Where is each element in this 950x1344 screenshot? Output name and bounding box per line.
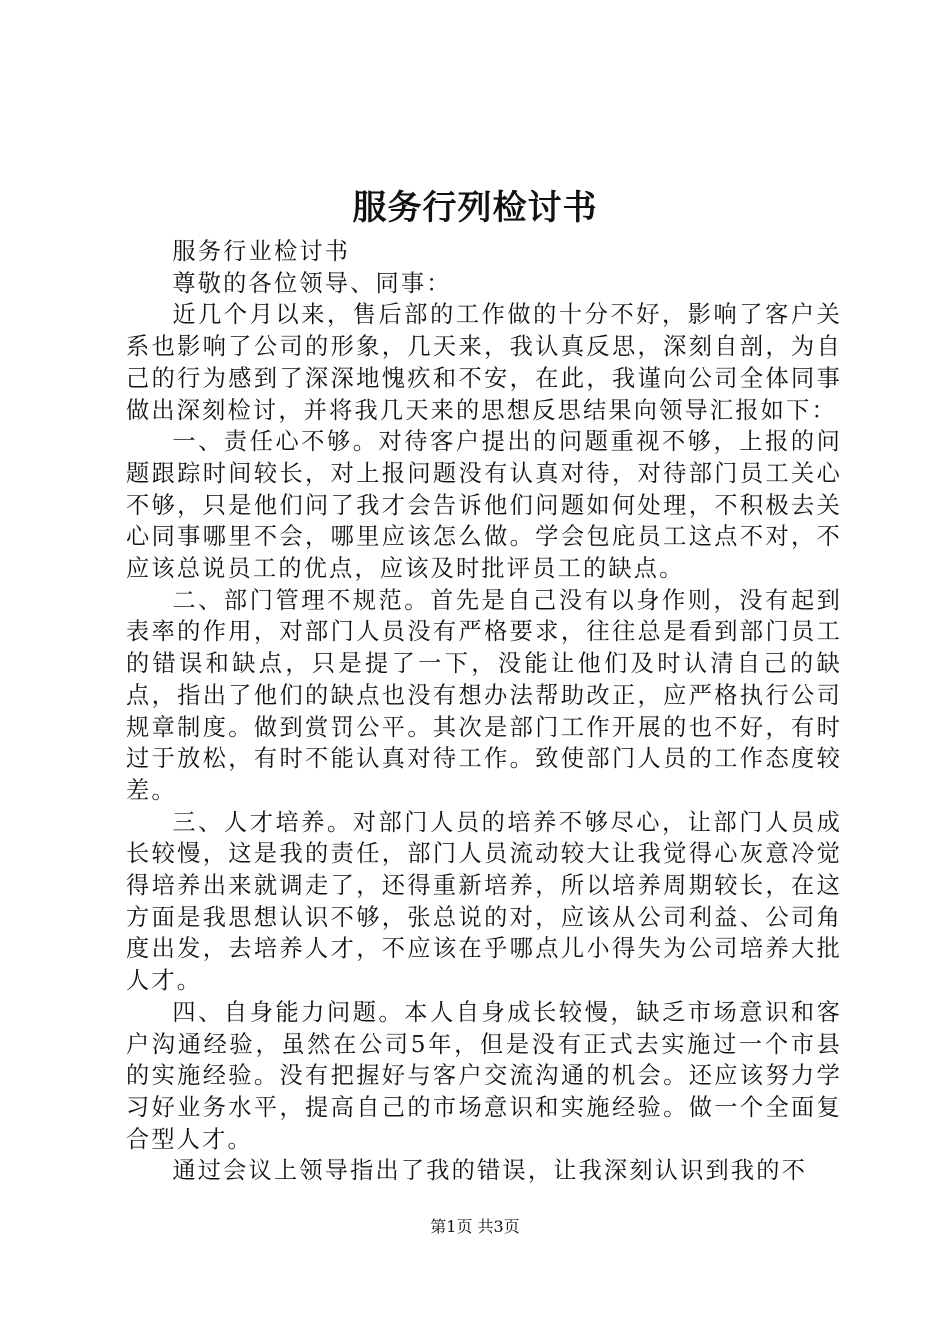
paragraph-point-1: 一、责任心不够。对待客户提出的问题重视不够，上报的问题跟踪时间较长，对上报问题没有认真对待，对待部门员工关心不够，只是他们问了我才会告诉他们问题如何处理，不积极去关心同事哪里不会，哪里应该怎么做。学会包庇员工这点不对，不应该总说员工的优点，应该及时批评员工的缺点。	[126, 428, 842, 583]
document-title: 服务行列检讨书	[352, 188, 598, 228]
page-number: 第1页 共3页	[430, 1217, 520, 1236]
paragraph-conclusion: 通过会议上领导指出了我的错误，让我深刻认识到我的不	[172, 1157, 808, 1185]
document-body	[126, 236, 842, 1187]
paragraph-salutation: 尊敬的各位领导、同事：	[172, 269, 452, 297]
paragraph-point-3: 三、人才培养。对部门人员的培养不够尽心，让部门人员成长较慢，这是我的责任，部门人员流动较大让我觉得心灰意冷觉得培养出来就调走了，还得重新培养，所以培养周期较长，在这方面是我思想认识不够，张总说的对，应该从公司利益、公司角度出发，去培养人才，不应该在乎哪点儿小得失为公司培养大批人才。	[126, 808, 842, 995]
paragraph-point-4: 四、自身能力问题。本人自身成长较慢，缺乏市场意识和客户沟通经验，虽然在公司5年，但是没有正式去实施过一个市县的实施经验。没有把握好与客户交流沟通的机会。还应该努力学习好业务水平，提高自己的市场意识和实施经验。做一个全面复合型人才。	[126, 998, 842, 1153]
paragraph-point-2: 二、部门管理不规范。首先是自己没有以身作则，没有起到表率的作用，对部门人员没有严格要求，往往总是看到部门员工的错误和缺点，只是提了一下，没能让他们及时认清自己的缺点，指出了他们的缺点也没有想办法帮助改正，应严格执行公司规章制度。做到赏罚公平。其次是部门工作开展的也不好，有时过于放松，有时不能认真对待工作。致使部门人员的工作态度较差。	[126, 586, 842, 804]
paragraph-intro: 近几个月以来，售后部的工作做的十分不好，影响了客户关系也影响了公司的形象，几天来，我认真反思，深刻自剖，为自己的行为感到了深深地愧疚和不安，在此，我谨向公司全体同事做出深刻检讨，并将我几天来的思想反思结果向领导汇报如下：	[126, 301, 842, 424]
paragraph-heading: 服务行业检讨书	[172, 238, 351, 265]
